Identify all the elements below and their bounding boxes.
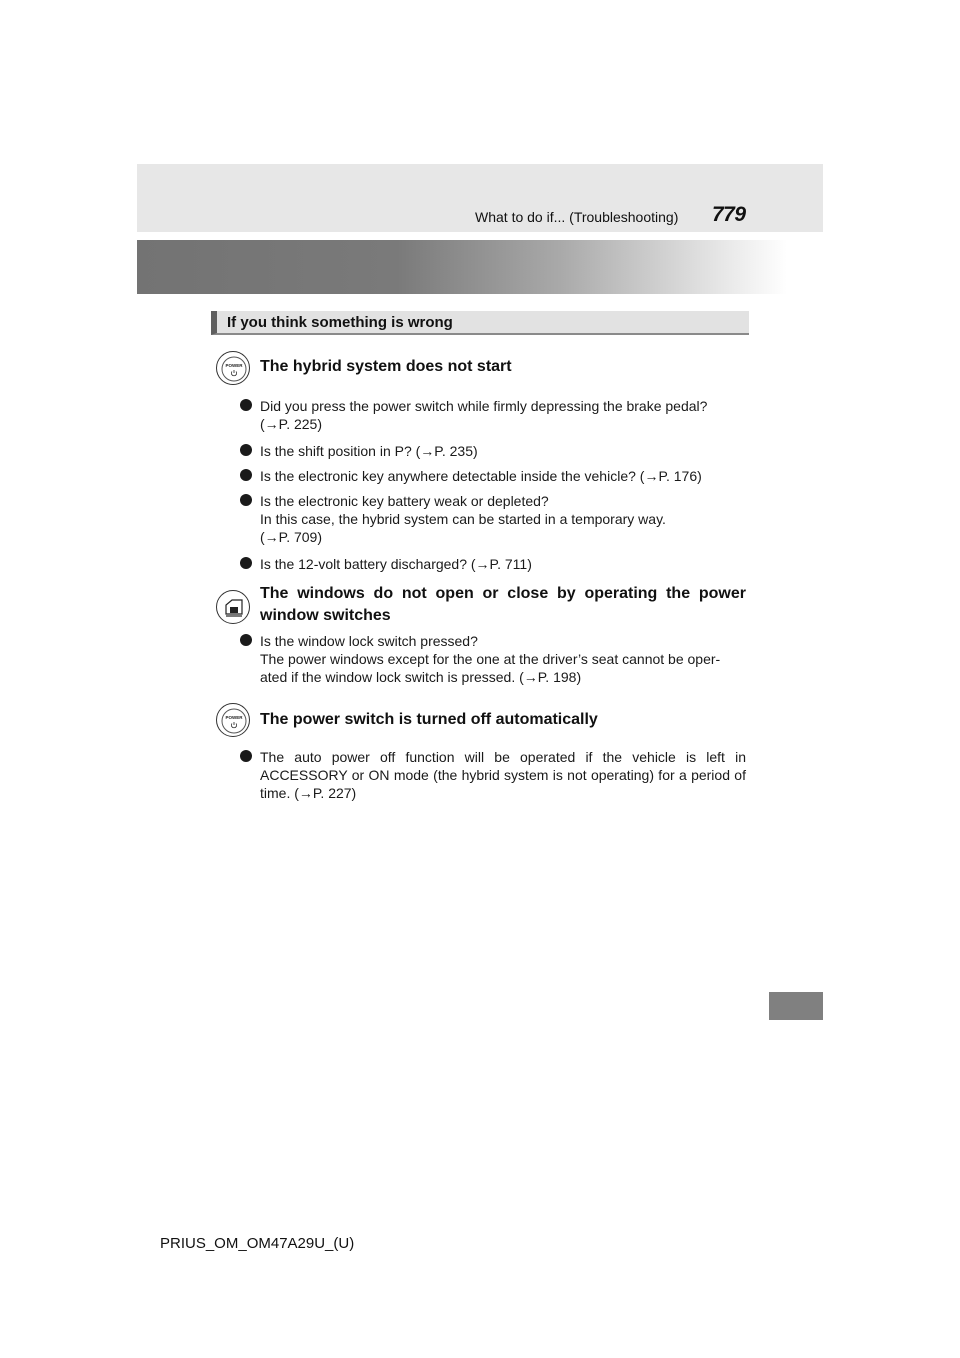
bullet-icon — [240, 444, 252, 456]
chapter-tab-marker — [769, 992, 823, 1020]
bullet-icon — [240, 750, 252, 762]
list-item: Is the 12-volt battery discharged? (→P. 711) — [242, 555, 746, 573]
bullet-icon — [240, 494, 252, 506]
power-icon-label: POWER — [225, 715, 243, 720]
list-item: Is the electronic key anywhere detectable inside the vehicle? (→P. 176) — [242, 467, 746, 485]
subsection-heading-hybrid-not-start: The hybrid system does not start — [260, 358, 512, 375]
power-button-icon — [216, 351, 250, 385]
list-item: Is the window lock switch pressed? The power windows except for the one at the driver’s seat cannot be oper- ated if the window lock switch is pressed. (→P. 198) — [242, 632, 746, 686]
power-button-icon-graphic — [217, 352, 251, 386]
subsection-heading-power-off: The power switch is turned off automatically — [260, 711, 598, 728]
bullet-icon — [240, 399, 252, 411]
subsection-heading-windows: The windows do not open or close by operating the power window switches — [260, 585, 746, 624]
list-item: The auto power off function will be operated if the vehicle is left in ACCESSORY or ON mode (the hybrid system is not operating) for a period of time. (→P. 227) — [242, 748, 746, 802]
power-icon-label: POWER — [225, 363, 243, 368]
power-button-icon-graphic — [217, 704, 251, 738]
power-button-icon — [216, 703, 250, 737]
window-lock-icon — [216, 590, 250, 624]
window-lock-icon-graphic — [217, 591, 251, 625]
chapter-title: What to do if... (Troubleshooting) — [475, 209, 679, 225]
bullet-icon — [240, 557, 252, 569]
list-item: Is the electronic key battery weak or depleted? In this case, the hybrid system can be started in a temporary way. (→P. 709) — [242, 492, 746, 546]
list-item: Did you press the power switch while firmly depressing the brake pedal? (→P. 225) — [242, 397, 746, 433]
section-title: If you think something is wrong — [227, 314, 453, 331]
page-number: 779 — [712, 203, 746, 226]
bullet-icon — [240, 469, 252, 481]
bullet-icon — [240, 634, 252, 646]
section-header — [211, 311, 749, 335]
decorative-gradient-band — [137, 240, 787, 294]
document-code: PRIUS_OM_OM47A29U_(U) — [160, 1235, 355, 1252]
list-item: Is the shift position in P? (→P. 235) — [242, 442, 746, 460]
